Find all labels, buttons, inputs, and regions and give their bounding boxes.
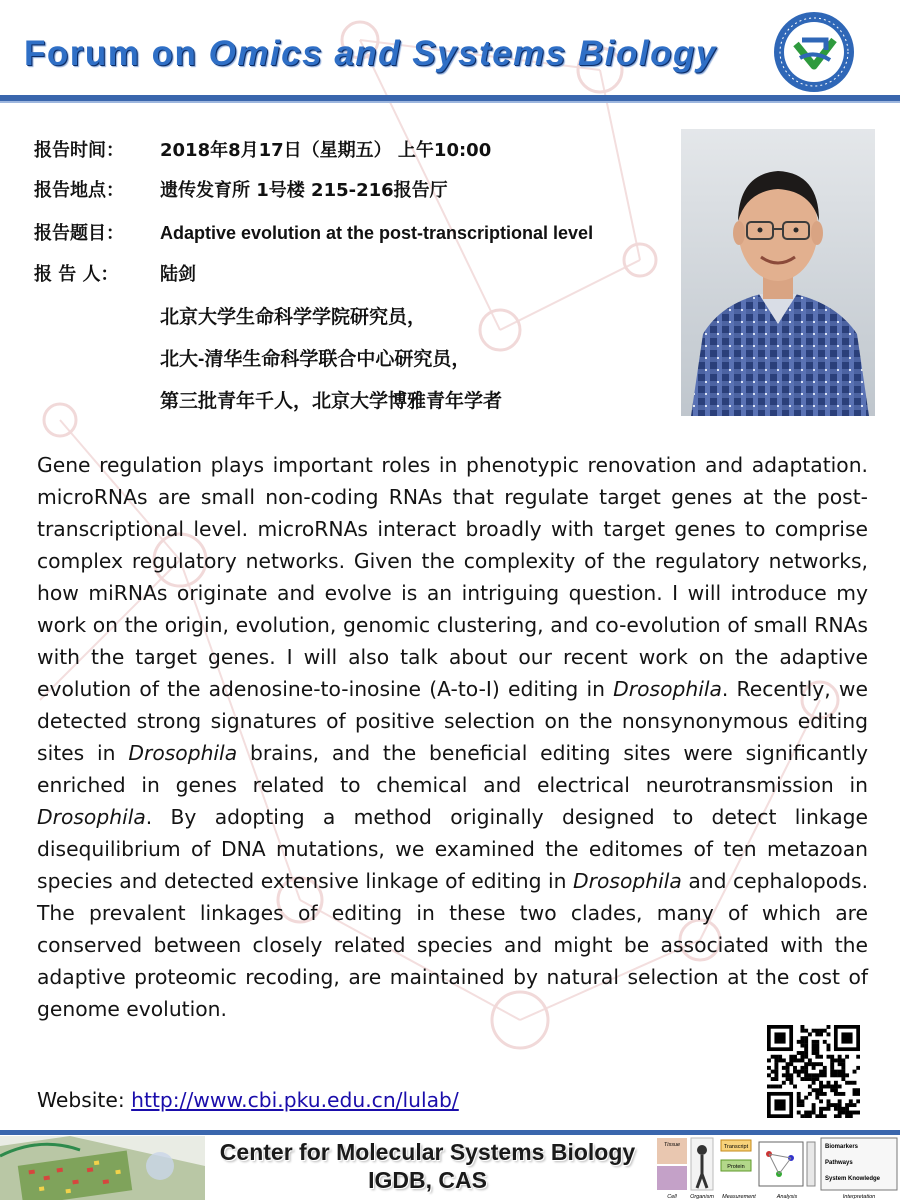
speaker-title-3: 第三批青年千人，北京大学博雅青年学者 (160, 391, 503, 412)
cell-image (657, 1166, 687, 1190)
biomarkers-label: Biomarkers (825, 1144, 859, 1150)
header-divider-light (0, 101, 900, 103)
website-link[interactable]: http://www.cbi.pku.edu.cn/lulab/ (131, 1088, 459, 1112)
time-label: 报告时间： (34, 140, 124, 161)
footer-banner-image (0, 1136, 205, 1200)
info-place-row (34, 176, 448, 202)
place-label: 报告地点： (34, 180, 124, 201)
qr-code (767, 1025, 860, 1118)
info-time-row (34, 136, 491, 162)
transcript-label: Transcript (723, 1144, 749, 1150)
abstract-part-1: Gene regulation plays important roles in phenotypic renovation and adaptation. microRNAs are small non-coding RNAs that regulate target genes at the post-transcriptional level. microRNAs interact broadly with target genes to comprise complex regulatory networks. Given the complexity of the regulatory networks, how miRNAs originate and evolve is an intriguing question. I will introduce my work on the origin, evolution, genomic clustering, and co-evolution of small RNAs with the target genes. I will also talk about our recent work on the adaptive evolution of the adenosine-to-inosine (A-to-I) editing in (37, 453, 868, 701)
species-name: Drosophila (573, 869, 682, 893)
species-name: Drosophila (37, 805, 146, 829)
interpretation-caption: Interpretation (842, 1194, 876, 1200)
info-speaker-row (34, 260, 196, 286)
system-knowledge-label: System Knowledge (825, 1176, 881, 1182)
website-line (37, 1088, 459, 1112)
header (0, 0, 900, 104)
speaker-name: 陆剑 (160, 264, 196, 285)
speaker-title-2: 北大-清华生命科学联合中心研究员， (160, 349, 471, 370)
forum-title (24, 34, 717, 74)
place-value: 遗传发育所 1号楼 215-216报告厅 (160, 180, 448, 201)
species-name: Drosophila (613, 677, 722, 701)
abstract-part-4: . By adopting a method originally designed to detect linkage disequilibrium of DNA mutations, we examined the editomes of ten metazoan species and detected extensive linkage of editing in (37, 805, 868, 893)
footer-institute-name: IGDB, CAS (368, 1167, 487, 1193)
time-value: 2018年8月17日（星期五） 上午10:00 (160, 140, 492, 161)
analysis-caption: Analysis (776, 1194, 798, 1200)
organism-caption: Organism (690, 1194, 714, 1200)
abstract-part-5: and cephalopods. The prevalent linkages of editing in these two clades, many of which are conserved between closely related species and might be associated with the adaptive proteomic recoding, are maintained by natural selection at the cost of genome evolution. (37, 869, 869, 1021)
website-label: Website: (37, 1088, 132, 1112)
cell-caption: Cell (667, 1194, 677, 1200)
footer-systems-biology-diagram (655, 1136, 900, 1200)
protein-label: Protein (727, 1164, 745, 1170)
species-name: Drosophila (128, 741, 238, 765)
abstract-part-2: . Recently, we detected strong signatures of positive selection on the nonsynonymous editing sites in (37, 677, 868, 765)
pathways-label: Pathways (825, 1160, 853, 1166)
forum-title-part1: Forum on (24, 34, 209, 73)
footer-divider (0, 1130, 900, 1135)
forum-title-part2: Omics and Systems Biology (208, 34, 717, 73)
speaker-label: 报 告 人： (34, 264, 119, 285)
abstract-text (37, 449, 868, 1025)
footer-center-name: Center for Molecular Systems Biology (219, 1139, 636, 1165)
topic-label: 报告题目： (34, 223, 124, 244)
footer-center (205, 1138, 650, 1194)
speaker-title-1: 北京大学生命科学学院研究员， (160, 307, 427, 328)
institute-logo-icon (772, 10, 856, 94)
speaker-photo (681, 129, 875, 416)
measurement-caption: Measurement (722, 1194, 756, 1200)
tissue-caption: Tissue (663, 1142, 681, 1148)
info-topic-row (34, 219, 593, 245)
abstract-part-3: brains, and the beneficial editing sites were significantly enriched in genes related to chemical and electrical neurotransmission in (37, 741, 868, 797)
topic-value: Adaptive evolution at the post-transcriptional level (160, 223, 594, 243)
